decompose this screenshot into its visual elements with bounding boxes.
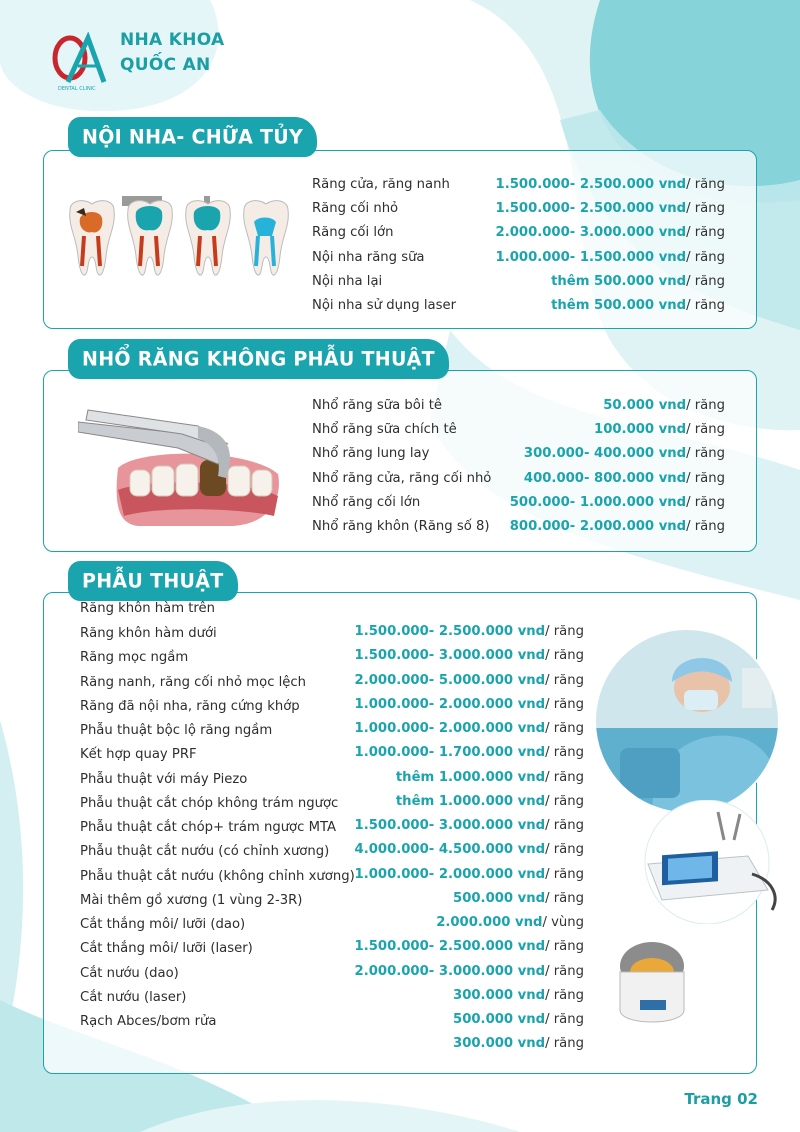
service-price bbox=[496, 223, 725, 243]
price-amount: 500.000- 1.000.000 vnd bbox=[509, 494, 687, 510]
service-name: Phẫu thuật với máy Piezo bbox=[80, 771, 248, 787]
service-price bbox=[453, 986, 584, 1006]
price-amount: 500.000 vnd bbox=[453, 890, 546, 906]
service-price bbox=[496, 248, 725, 268]
section-surgery-title: PHẪU THUẬT bbox=[68, 561, 238, 601]
section-extraction-title: NHỔ RĂNG KHÔNG PHẪU THUẬT bbox=[68, 339, 449, 379]
service-name: Cắt nướu (laser) bbox=[80, 989, 187, 1005]
price-amount: thêm 1.000.000 vnd bbox=[395, 793, 546, 809]
price-unit: / răng bbox=[545, 648, 584, 664]
dental-surgeon-photo bbox=[592, 628, 782, 814]
service-price bbox=[355, 816, 584, 836]
price-amount: thêm 500.000 vnd bbox=[551, 298, 687, 313]
price-amount: 100.000 vnd bbox=[594, 422, 687, 438]
service-price bbox=[355, 743, 584, 763]
price-amount: 400.000- 800.000 vnd bbox=[523, 470, 687, 486]
service-name: Nhổ răng cửa, răng cối nhỏ bbox=[312, 470, 492, 486]
price-amount: 500.000 vnd bbox=[453, 1012, 546, 1027]
price-unit: / răng bbox=[545, 696, 584, 712]
tooth-root-canal-icon bbox=[62, 196, 292, 286]
price-amount: 50.000 vnd bbox=[603, 398, 687, 413]
service-name: Cắt nướu (dao) bbox=[80, 965, 179, 981]
service-price bbox=[396, 768, 584, 788]
service-name: Răng khôn hàm dưới bbox=[80, 626, 217, 641]
price-unit: / răng bbox=[686, 249, 725, 265]
clinic-name bbox=[120, 28, 224, 78]
price-amount: 300.000 vnd bbox=[453, 987, 546, 1003]
price-unit: / răng bbox=[545, 842, 584, 858]
price-unit: / răng bbox=[686, 201, 725, 217]
price-amount: 2.000.000- 3.000.000 vnd bbox=[354, 963, 546, 979]
service-price bbox=[510, 517, 725, 537]
service-name: Phẫu thuật cắt chóp không trám ngược bbox=[80, 795, 339, 811]
price-unit: / răng bbox=[545, 818, 584, 833]
service-name: Phẫu thuật cắt nướu (có chỉnh xương) bbox=[80, 844, 330, 860]
service-price bbox=[355, 719, 584, 739]
price-unit: / răng bbox=[686, 494, 725, 510]
price-amount: 300.000 vnd bbox=[453, 1036, 546, 1052]
service-name: Răng cửa, răng nanh bbox=[312, 177, 450, 192]
clinic-logo bbox=[48, 32, 108, 92]
service-price bbox=[524, 469, 725, 489]
price-unit: / răng bbox=[686, 225, 725, 241]
service-name: Phẫu thuật bộc lộ răng ngầm bbox=[80, 723, 273, 738]
price-unit: / răng bbox=[686, 298, 725, 313]
price-unit: / răng bbox=[545, 745, 584, 761]
price-amount: 1.000.000- 2.000.000 vnd bbox=[354, 866, 546, 882]
section-endodontics-title: NỘI NHA- CHỮA TỦY bbox=[68, 117, 317, 157]
service-price bbox=[496, 199, 725, 219]
service-price bbox=[453, 1034, 584, 1054]
page-number: Trang 02 bbox=[684, 1090, 758, 1108]
price-amount: 1.500.000- 3.000.000 vnd bbox=[354, 648, 546, 664]
service-price bbox=[524, 444, 725, 464]
price-amount: 2.000.000- 5.000.000 vnd bbox=[354, 672, 546, 688]
logo-subtitle: DENTAL CLINIC bbox=[58, 86, 96, 92]
price-amount: 2.000.000 vnd bbox=[436, 915, 543, 930]
service-price bbox=[510, 493, 725, 513]
service-name: Nội nha lại bbox=[312, 273, 383, 289]
price-unit: / răng bbox=[545, 721, 584, 736]
price-unit: / răng bbox=[545, 866, 584, 882]
price-unit: / răng bbox=[545, 769, 584, 785]
service-name: Phẫu thuật cắt nướu (không chỉnh xương) bbox=[80, 868, 355, 884]
service-name: Nội nha răng sữa bbox=[312, 249, 425, 265]
price-unit: / răng bbox=[545, 963, 584, 979]
price-amount: thêm 1.000.000 vnd bbox=[395, 769, 546, 785]
service-price bbox=[355, 840, 584, 860]
price-amount: 4.000.000- 4.500.000 vnd bbox=[354, 842, 546, 858]
service-price bbox=[396, 792, 584, 812]
price-unit: / răng bbox=[545, 939, 584, 955]
service-name: Cắt thắng môi/ lưỡi (laser) bbox=[80, 941, 253, 957]
piezo-machine-icon bbox=[622, 800, 792, 924]
service-price bbox=[355, 865, 584, 885]
price-unit: / răng bbox=[545, 1036, 584, 1052]
service-price bbox=[453, 1010, 584, 1030]
service-price bbox=[355, 962, 584, 982]
service-name: Răng khôn hàm trên bbox=[80, 601, 216, 616]
service-name: Nhổ răng khôn (Răng số 8) bbox=[312, 519, 490, 534]
price-unit: / răng bbox=[686, 519, 725, 534]
price-amount: 1.000.000- 2.000.000 vnd bbox=[354, 721, 546, 736]
price-unit: / răng bbox=[545, 624, 584, 639]
price-amount: 800.000- 2.000.000 vnd bbox=[509, 519, 687, 534]
service-name: Răng đã nội nha, răng cứng khớp bbox=[80, 698, 300, 714]
service-price bbox=[453, 889, 584, 909]
price-unit: / răng bbox=[545, 672, 584, 688]
service-price bbox=[594, 420, 725, 440]
service-name: Cắt thắng môi/ lưỡi (dao) bbox=[80, 917, 246, 932]
price-unit: / răng bbox=[686, 177, 725, 192]
price-unit: / răng bbox=[686, 273, 725, 289]
price-unit: / răng bbox=[686, 398, 725, 413]
service-name: Rạch Abces/bơm rửa bbox=[80, 1014, 217, 1029]
service-name: Nhổ răng cối lớn bbox=[312, 494, 421, 510]
service-price bbox=[551, 296, 725, 316]
clinic-name-line2: QUỐC AN bbox=[120, 55, 211, 75]
price-unit: / răng bbox=[545, 1012, 584, 1027]
service-name: Mài thêm gồ xương (1 vùng 2-3R) bbox=[80, 892, 303, 908]
price-unit: / răng bbox=[545, 890, 584, 906]
price-amount: 1.500.000- 2.500.000 vnd bbox=[495, 177, 687, 192]
tooth-extraction-forceps-icon bbox=[78, 408, 288, 530]
price-amount: 1.500.000- 2.500.000 vnd bbox=[354, 624, 546, 639]
price-unit: / răng bbox=[686, 422, 725, 438]
service-name: Phẫu thuật cắt chóp+ trám ngược MTA bbox=[80, 820, 336, 835]
service-name: Răng nanh, răng cối nhỏ mọc lệch bbox=[80, 674, 307, 690]
clinic-name-line1: NHA KHOA bbox=[120, 30, 225, 50]
service-price bbox=[355, 646, 584, 666]
price-amount: 2.000.000- 3.000.000 vnd bbox=[495, 225, 687, 241]
price-unit: / răng bbox=[545, 987, 584, 1003]
price-unit: / răng bbox=[686, 470, 725, 486]
service-price bbox=[355, 695, 584, 715]
service-name: Kết hợp quay PRF bbox=[80, 747, 197, 763]
service-price bbox=[355, 937, 584, 957]
price-amount: 1.500.000- 3.000.000 vnd bbox=[354, 818, 546, 833]
service-price bbox=[355, 622, 584, 642]
price-unit: / răng bbox=[686, 446, 725, 462]
service-name: Nội nha sử dụng laser bbox=[312, 298, 457, 313]
service-name: Nhổ răng sữa bôi tê bbox=[312, 398, 442, 413]
prf-centrifuge-icon bbox=[594, 922, 710, 1040]
price-unit: / răng bbox=[545, 793, 584, 809]
price-amount: 1.000.000- 1.700.000 vnd bbox=[354, 745, 546, 761]
price-unit: / vùng bbox=[542, 915, 584, 930]
price-amount: 1.500.000- 2.500.000 vnd bbox=[495, 201, 687, 217]
price-amount: 1.000.000- 1.500.000 vnd bbox=[495, 249, 687, 265]
service-name: Răng cối nhỏ bbox=[312, 201, 399, 217]
service-name: Răng cối lớn bbox=[312, 225, 394, 241]
service-price bbox=[496, 175, 725, 195]
service-name: Nhổ răng sữa chích tê bbox=[312, 422, 457, 438]
price-amount: 300.000- 400.000 vnd bbox=[523, 446, 687, 462]
service-name: Nhổ răng lung lay bbox=[312, 446, 430, 462]
price-amount: thêm 500.000 vnd bbox=[551, 273, 687, 289]
service-name: Răng mọc ngầm bbox=[80, 650, 189, 666]
price-amount: 1.000.000- 2.000.000 vnd bbox=[354, 696, 546, 712]
service-price bbox=[603, 396, 725, 416]
price-amount: 1.500.000- 2.500.000 vnd bbox=[354, 939, 546, 955]
service-price bbox=[355, 671, 584, 691]
service-price bbox=[551, 272, 725, 292]
service-price bbox=[436, 913, 584, 933]
